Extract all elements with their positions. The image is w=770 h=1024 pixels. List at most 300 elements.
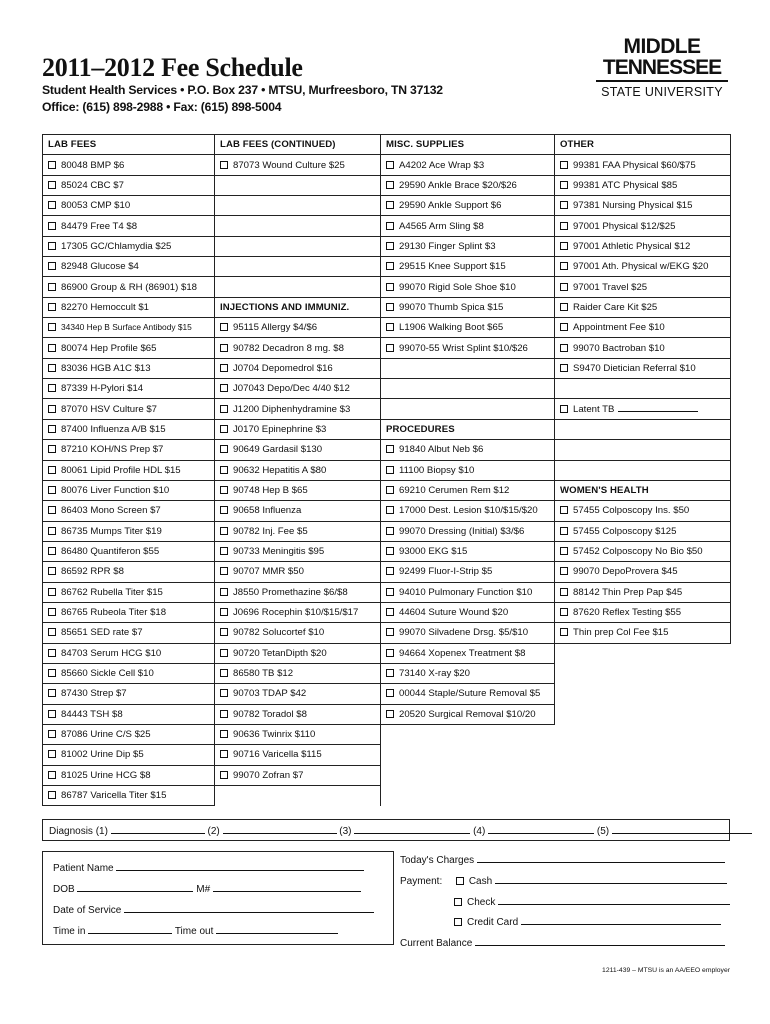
checkbox-icon[interactable]	[220, 506, 228, 514]
other-fee-item[interactable]	[555, 602, 731, 622]
dob-field[interactable]	[77, 883, 193, 892]
fee-label: 87073 Wound Culture $25	[233, 159, 345, 171]
lab-fee-item[interactable]	[43, 399, 215, 419]
lab-cont-section-header: INJECTIONS AND IMMUNIZ.	[215, 297, 381, 317]
lab-cont-fee-item[interactable]	[215, 419, 381, 439]
other-fee-item[interactable]	[555, 501, 731, 521]
fee-label: J0696 Rocephin $10/$15/$17	[233, 607, 359, 619]
checkbox-icon[interactable]	[48, 384, 56, 392]
fee-label: A4565 Arm Sling $8	[399, 220, 484, 232]
lab-cont-fee-item[interactable]	[215, 724, 381, 744]
checkbox-icon[interactable]	[48, 649, 56, 657]
checkbox-icon[interactable]	[48, 344, 56, 352]
lab-fee-item[interactable]	[43, 155, 215, 175]
checkbox-icon[interactable]	[48, 303, 56, 311]
checkbox-icon[interactable]	[48, 201, 56, 209]
fee-row	[43, 684, 731, 704]
time-in-field[interactable]	[88, 925, 172, 934]
fee-label: 85024 CBC $7	[61, 179, 124, 191]
lab-fee-item[interactable]	[43, 216, 215, 236]
diagnosis-label: Diagnosis (1)	[49, 826, 108, 837]
checkbox-icon[interactable]	[220, 425, 228, 433]
lab-cont-fee-item[interactable]	[215, 704, 381, 724]
checkbox-icon[interactable]	[48, 405, 56, 413]
checkbox-icon[interactable]	[48, 669, 56, 677]
fee-label: J0170 Epinephrine $3	[233, 423, 327, 435]
cash-checkbox[interactable]	[456, 877, 464, 885]
other-fee-item[interactable]	[555, 582, 731, 602]
misc-fee-item[interactable]	[381, 318, 555, 338]
fee-label: 57452 Colposcopy No Bio $50	[573, 546, 703, 558]
fee-label: 81002 Urine Dip $5	[61, 749, 144, 761]
checkbox-icon[interactable]	[220, 730, 228, 738]
fee-label: 29590 Ankle Brace $20/$26	[399, 179, 517, 191]
blank-cell	[215, 216, 381, 236]
misc-fee-item[interactable]	[381, 521, 555, 541]
fee-row	[43, 460, 731, 480]
blank-cell	[215, 196, 381, 216]
lab-cont-fee-item[interactable]	[215, 358, 381, 378]
checkbox-icon[interactable]	[386, 649, 394, 657]
fee-label: 97001 Physical $12/$25	[573, 220, 676, 232]
lab-fee-item[interactable]	[43, 379, 215, 399]
checkbox-icon[interactable]	[386, 567, 394, 575]
credit-card-checkbox[interactable]	[454, 918, 462, 926]
empty-cell	[555, 745, 731, 765]
fee-label: J8550 Promethazine $6/$8	[233, 586, 348, 598]
checkbox-icon[interactable]	[220, 608, 228, 616]
checkbox-icon[interactable]	[560, 201, 568, 209]
fee-label: 99381 ATC Physical $85	[573, 179, 678, 191]
other-fee-item[interactable]	[555, 399, 731, 419]
lab-cont-fee-item[interactable]	[215, 440, 381, 460]
misc-fee-item[interactable]	[381, 175, 555, 195]
checkbox-icon[interactable]	[220, 384, 228, 392]
fee-row	[43, 501, 731, 521]
blank-cell	[215, 236, 381, 256]
checkbox-icon[interactable]	[560, 628, 568, 636]
lab-cont-fee-item[interactable]	[215, 541, 381, 561]
other-fee-item[interactable]	[555, 297, 731, 317]
checkbox-icon[interactable]	[48, 445, 56, 453]
misc-fee-item[interactable]	[381, 704, 555, 724]
diagnosis-4-field[interactable]	[488, 825, 594, 834]
fee-label: 94664 Xopenex Treatment $8	[399, 647, 526, 659]
checkbox-icon[interactable]	[48, 506, 56, 514]
checkbox-icon[interactable]	[560, 364, 568, 372]
patient-name-field[interactable]	[116, 862, 364, 871]
fee-row	[43, 623, 731, 643]
checkbox-icon[interactable]	[386, 669, 394, 677]
checkbox-icon[interactable]	[560, 547, 568, 555]
fee-row	[43, 602, 731, 622]
misc-fee-item[interactable]	[381, 541, 555, 561]
lab-cont-fee-item[interactable]	[215, 562, 381, 582]
checkbox-icon[interactable]	[220, 588, 228, 596]
misc-fee-item[interactable]	[381, 155, 555, 175]
checkbox-icon[interactable]	[386, 547, 394, 555]
misc-fee-item[interactable]	[381, 663, 555, 683]
mrn-field[interactable]	[213, 883, 361, 892]
fee-row	[43, 257, 731, 277]
time-out-label: Time out	[174, 926, 214, 937]
checkbox-icon[interactable]	[386, 181, 394, 189]
checkbox-icon[interactable]	[48, 689, 56, 697]
checkbox-icon[interactable]	[560, 262, 568, 270]
fee-label: 99070 Bactroban $10	[573, 342, 665, 354]
checkbox-icon[interactable]	[220, 710, 228, 718]
checkbox-icon[interactable]	[48, 364, 56, 372]
fee-label: 69210 Cerumen Rem $12	[399, 485, 510, 497]
fee-label: 57455 Colposcopy Ins. $50	[573, 505, 690, 517]
checkbox-icon[interactable]	[220, 547, 228, 555]
lab-fee-item[interactable]	[43, 704, 215, 724]
misc-fee-item[interactable]	[381, 338, 555, 358]
lab-fee-item[interactable]	[43, 440, 215, 460]
checkbox-icon[interactable]	[48, 161, 56, 169]
misc-fee-item[interactable]	[381, 643, 555, 663]
fee-label: 97381 Nursing Physical $15	[573, 200, 693, 212]
misc-fee-item[interactable]	[381, 216, 555, 236]
empty-cell	[381, 724, 555, 744]
checkbox-icon[interactable]	[220, 161, 228, 169]
fee-label: 80076 Liver Function $10	[61, 485, 170, 497]
checkbox-icon[interactable]	[48, 771, 56, 779]
checkbox-icon[interactable]	[386, 527, 394, 535]
lab-section-header: LAB FEES	[43, 135, 215, 155]
lab-fee-item[interactable]	[43, 358, 215, 378]
checkbox-icon[interactable]	[48, 628, 56, 636]
checkbox-icon[interactable]	[48, 750, 56, 758]
lab-cont-fee-item[interactable]	[215, 745, 381, 765]
lab-fee-item[interactable]	[43, 724, 215, 744]
checkbox-icon[interactable]	[48, 486, 56, 494]
lab-fee-item[interactable]	[43, 419, 215, 439]
checkbox-icon[interactable]	[386, 242, 394, 250]
lab-fee-item[interactable]	[43, 460, 215, 480]
blank-cell	[215, 277, 381, 297]
fee-row	[43, 379, 731, 399]
fee-label: 97001 Travel $25	[573, 281, 648, 293]
fee-label: 87210 KOH/NS Prep $7	[61, 444, 164, 456]
checkbox-icon[interactable]	[48, 425, 56, 433]
fee-row	[43, 277, 731, 297]
fee-label: 80053 CMP $10	[61, 200, 131, 212]
checkbox-icon[interactable]	[48, 608, 56, 616]
checkbox-icon[interactable]	[386, 689, 394, 697]
other-section-header: WOMEN'S HEALTH	[555, 480, 731, 500]
checkbox-icon[interactable]	[220, 364, 228, 372]
fee-label: 86480 Quantiferon $55	[61, 546, 160, 558]
other-fee-item[interactable]	[555, 175, 731, 195]
fee-label: 86765 Rubeola Titer $18	[61, 607, 167, 619]
checkbox-icon[interactable]	[220, 486, 228, 494]
lab-fee-item[interactable]	[43, 501, 215, 521]
checkbox-icon[interactable]	[48, 242, 56, 250]
page-title: 2011–2012 Fee Schedule	[42, 53, 303, 82]
checkbox-icon[interactable]	[220, 649, 228, 657]
other-fee-item[interactable]	[555, 155, 731, 175]
lab-cont-fee-item[interactable]	[215, 582, 381, 602]
lab-fee-item[interactable]	[43, 277, 215, 297]
checkbox-icon[interactable]	[220, 445, 228, 453]
lab-cont-fee-item[interactable]	[215, 521, 381, 541]
other-fee-item[interactable]	[555, 521, 731, 541]
latent-tb-field[interactable]	[618, 403, 698, 412]
other-fee-item[interactable]	[555, 196, 731, 216]
checkbox-icon[interactable]	[220, 466, 228, 474]
checkbox-icon[interactable]	[48, 181, 56, 189]
fee-label: 90636 Twinrix $110	[233, 729, 316, 741]
fee-row	[43, 419, 731, 439]
fee-label: 17000 Dest. Lesion $10/$15/$20	[399, 505, 538, 517]
fee-label: 94010 Pulmonary Function $10	[399, 586, 533, 598]
checkbox-icon[interactable]	[386, 344, 394, 352]
fee-label: 90748 Hep B $65	[233, 485, 308, 497]
other-fee-item[interactable]	[555, 623, 731, 643]
diagnosis-2-field[interactable]	[223, 825, 337, 834]
checkbox-icon[interactable]	[220, 669, 228, 677]
fee-label: 87620 Reflex Testing $55	[573, 607, 682, 619]
misc-fee-item[interactable]	[381, 257, 555, 277]
checkbox-icon[interactable]	[560, 608, 568, 616]
payment-label: Payment:	[400, 876, 443, 887]
checkbox-icon[interactable]	[220, 527, 228, 535]
lab-cont-fee-item[interactable]	[215, 501, 381, 521]
lab-fee-item[interactable]	[43, 318, 215, 338]
fee-row	[43, 724, 731, 744]
fee-label: 17305 GC/Chlamydia $25	[61, 240, 172, 252]
checkbox-icon[interactable]	[560, 222, 568, 230]
misc-fee-item[interactable]	[381, 277, 555, 297]
lab-fee-item[interactable]	[43, 786, 215, 806]
checkbox-icon[interactable]	[48, 730, 56, 738]
checkbox-icon[interactable]	[386, 628, 394, 636]
checkbox-icon[interactable]	[386, 323, 394, 331]
fee-label: 11100 Biopsy $10	[399, 464, 475, 476]
blank-cell	[381, 358, 555, 378]
checkbox-icon[interactable]	[48, 567, 56, 575]
checkbox-icon[interactable]	[560, 161, 568, 169]
checkbox-icon[interactable]	[220, 628, 228, 636]
fee-row	[43, 358, 731, 378]
checkbox-icon[interactable]	[220, 405, 228, 413]
checkbox-icon[interactable]	[386, 466, 394, 474]
other-fee-item[interactable]	[555, 541, 731, 561]
checkbox-icon[interactable]	[560, 527, 568, 535]
checkbox-icon[interactable]	[220, 750, 228, 758]
fee-label: 86580 TB $12	[233, 668, 294, 680]
checkbox-icon[interactable]	[220, 771, 228, 779]
checkbox-icon[interactable]	[560, 323, 568, 331]
checkbox-icon[interactable]	[386, 201, 394, 209]
misc-fee-item[interactable]	[381, 480, 555, 500]
todays-charges-field[interactable]	[477, 854, 725, 863]
lab-fee-item[interactable]	[43, 745, 215, 765]
fee-row	[43, 318, 731, 338]
fee-row	[43, 562, 731, 582]
empty-cell	[555, 786, 731, 806]
lab-fee-item[interactable]	[43, 196, 215, 216]
checkbox-icon[interactable]	[560, 405, 568, 413]
diagnosis-3-field[interactable]	[354, 825, 470, 834]
fee-label: 83036 HGB A1C $13	[61, 362, 151, 374]
fee-label: 86735 Mumps Titer $19	[61, 525, 162, 537]
lab-cont-fee-item[interactable]	[215, 765, 381, 785]
lab-cont-fee-item[interactable]	[215, 480, 381, 500]
misc-fee-item[interactable]	[381, 501, 555, 521]
lab-cont-fee-item[interactable]	[215, 623, 381, 643]
checkbox-icon[interactable]	[560, 303, 568, 311]
checkbox-icon[interactable]	[386, 445, 394, 453]
credit-card-field[interactable]	[521, 916, 721, 925]
other-fee-item[interactable]	[555, 358, 731, 378]
fee-label: 85660 Sickle Cell $10	[61, 668, 154, 680]
fee-label: 84703 Serum HCG $10	[61, 647, 162, 659]
checkbox-icon[interactable]	[48, 588, 56, 596]
fee-label: 80074 Hep Profile $65	[61, 342, 157, 354]
checkbox-icon[interactable]	[560, 567, 568, 575]
lab-fee-item[interactable]	[43, 236, 215, 256]
misc-fee-item[interactable]	[381, 440, 555, 460]
misc-fee-item[interactable]	[381, 236, 555, 256]
checkbox-icon[interactable]	[220, 344, 228, 352]
cash-label: Cash	[468, 876, 493, 887]
check-field[interactable]	[498, 896, 730, 905]
cash-field[interactable]	[495, 875, 727, 884]
checkbox-icon[interactable]	[560, 283, 568, 291]
fee-label: 99070 Silvadene Drsg. $5/$10	[399, 627, 529, 639]
lab-fee-item[interactable]	[43, 643, 215, 663]
checkbox-icon[interactable]	[48, 466, 56, 474]
misc-fee-item[interactable]	[381, 623, 555, 643]
checkbox-icon[interactable]	[48, 791, 56, 799]
checkbox-icon[interactable]	[386, 161, 394, 169]
lab-cont-fee-item[interactable]	[215, 155, 381, 175]
blank-cell	[381, 399, 555, 419]
misc-fee-item[interactable]	[381, 602, 555, 622]
fee-label: 99381 FAA Physical $60/$75	[573, 159, 696, 171]
checkbox-icon[interactable]	[386, 710, 394, 718]
diagnosis-5-field[interactable]	[612, 825, 752, 834]
other-fee-item[interactable]	[555, 338, 731, 358]
lab-fee-item[interactable]	[43, 175, 215, 195]
checkbox-icon[interactable]	[48, 283, 56, 291]
empty-cell	[555, 724, 731, 744]
lab-cont-fee-item[interactable]	[215, 663, 381, 683]
lab-fee-item[interactable]	[43, 602, 215, 622]
lab-cont-fee-item[interactable]	[215, 643, 381, 663]
other-fee-item[interactable]	[555, 562, 731, 582]
time-out-field[interactable]	[216, 925, 338, 934]
checkbox-icon[interactable]	[386, 486, 394, 494]
date-of-service-field[interactable]	[124, 904, 374, 913]
fee-label: 44604 Suture Wound $20	[399, 607, 509, 619]
lab-cont-fee-item[interactable]	[215, 399, 381, 419]
lab-fee-item[interactable]	[43, 765, 215, 785]
misc-fee-item[interactable]	[381, 582, 555, 602]
blank-cell	[555, 460, 731, 480]
current-balance-field[interactable]	[475, 937, 725, 946]
checkbox-icon[interactable]	[386, 506, 394, 514]
misc-fee-item[interactable]	[381, 460, 555, 480]
fee-label: 99070 DepoProvera $45	[573, 566, 678, 578]
diagnosis-1-field[interactable]	[111, 825, 205, 834]
checkbox-icon[interactable]	[220, 323, 228, 331]
lab-fee-item[interactable]	[43, 663, 215, 683]
lab-cont-fee-item[interactable]	[215, 460, 381, 480]
fee-label: 00044 Staple/Suture Removal $5	[399, 688, 541, 700]
checkbox-icon[interactable]	[560, 506, 568, 514]
lab-cont-fee-item[interactable]	[215, 338, 381, 358]
lab-fee-item[interactable]	[43, 521, 215, 541]
credit-card-label: Credit Card	[467, 917, 519, 928]
fee-label: 90782 Decadron 8 mg. $8	[233, 342, 344, 354]
lab-cont-fee-item[interactable]	[215, 379, 381, 399]
lab-fee-item[interactable]	[43, 582, 215, 602]
misc-fee-item[interactable]	[381, 297, 555, 317]
other-fee-item[interactable]	[555, 216, 731, 236]
checkbox-icon[interactable]	[48, 323, 56, 331]
lab-fee-item[interactable]	[43, 297, 215, 317]
lab-fee-item[interactable]	[43, 480, 215, 500]
checkbox-icon[interactable]	[386, 222, 394, 230]
checkbox-icon[interactable]	[48, 222, 56, 230]
checkbox-icon[interactable]	[386, 283, 394, 291]
other-fee-item[interactable]	[555, 277, 731, 297]
checkbox-icon[interactable]	[220, 567, 228, 575]
lab-fee-item[interactable]	[43, 562, 215, 582]
checkbox-icon[interactable]	[48, 710, 56, 718]
misc-fee-item[interactable]	[381, 196, 555, 216]
checkbox-icon[interactable]	[560, 344, 568, 352]
checkbox-icon[interactable]	[386, 262, 394, 270]
other-fee-item[interactable]	[555, 257, 731, 277]
checkbox-icon[interactable]	[560, 242, 568, 250]
fee-row	[43, 765, 731, 785]
fee-label: 93000 EKG $15	[399, 546, 468, 558]
checkbox-icon[interactable]	[386, 303, 394, 311]
checkbox-icon[interactable]	[48, 547, 56, 555]
lab-fee-item[interactable]	[43, 338, 215, 358]
check-checkbox[interactable]	[454, 898, 462, 906]
lab-cont-fee-item[interactable]	[215, 684, 381, 704]
checkbox-icon[interactable]	[560, 181, 568, 189]
lab-fee-item[interactable]	[43, 541, 215, 561]
misc-fee-item[interactable]	[381, 562, 555, 582]
checkbox-icon[interactable]	[386, 608, 394, 616]
checkbox-icon[interactable]	[48, 262, 56, 270]
fee-row	[43, 155, 731, 175]
checkbox-icon[interactable]	[560, 588, 568, 596]
lab-fee-item[interactable]	[43, 257, 215, 277]
lab-cont-fee-item[interactable]	[215, 602, 381, 622]
office-address: Student Health Services • P.O. Box 237 • MTSU, Murfreesboro, TN 37132	[42, 83, 443, 97]
checkbox-icon[interactable]	[48, 527, 56, 535]
fee-row	[43, 440, 731, 460]
checkbox-icon[interactable]	[386, 588, 394, 596]
fee-row	[43, 541, 731, 561]
checkbox-icon[interactable]	[220, 689, 228, 697]
fee-label: 90707 MMR $50	[233, 566, 304, 578]
misc-fee-item[interactable]	[381, 684, 555, 704]
other-fee-item[interactable]	[555, 318, 731, 338]
lab-cont-fee-item[interactable]	[215, 318, 381, 338]
fee-label: 20520 Surgical Removal $10/20	[399, 708, 536, 720]
other-fee-item[interactable]	[555, 236, 731, 256]
lab-fee-item[interactable]	[43, 623, 215, 643]
lab-fee-item[interactable]	[43, 684, 215, 704]
